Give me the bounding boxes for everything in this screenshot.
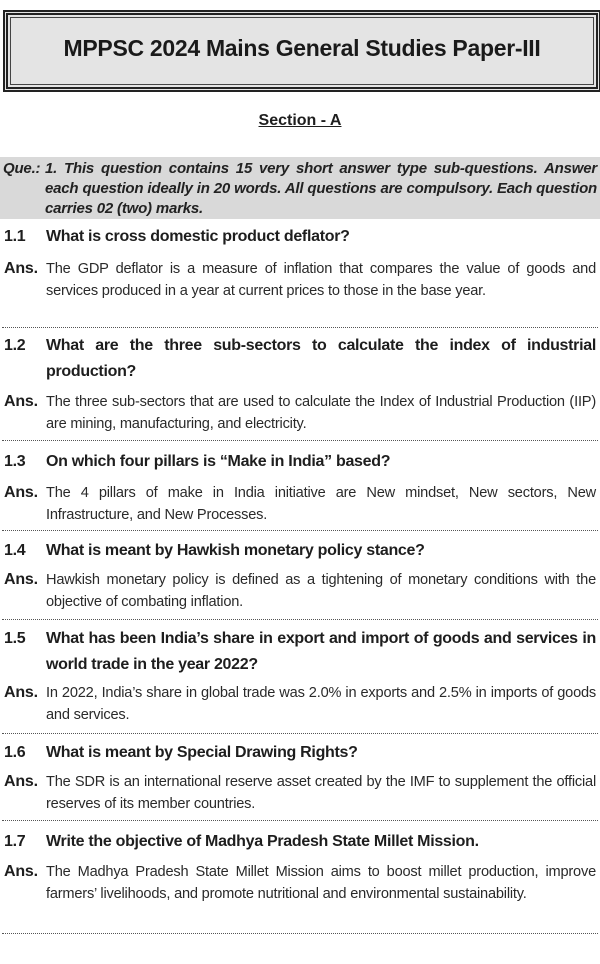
question-text: On which four pillars is “Make in India” based? [46,453,391,470]
dotted-divider [2,327,598,328]
dotted-divider [2,440,598,441]
answer-1-1 [4,258,596,302]
question-1-7 [4,829,596,855]
question-number: 1.1 [4,228,26,245]
question-1-1 [4,224,596,250]
question-1-6 [4,740,596,766]
question-text: Write the objective of Madhya Pradesh State Millet Mission. [46,833,479,850]
question-text: What is meant by Special Drawing Rights? [46,744,358,761]
dotted-divider [2,619,598,620]
answer-text: The GDP deflator is a measure of inflation that compares the value of goods and services produced in a year at current prices to those in the base year. [46,261,596,299]
answer-label: Ans. [4,484,38,501]
section-heading: Section - A [258,112,342,129]
title-box [3,10,600,92]
answer-text: Hawkish monetary policy is defined as a tightening of monetary conditions with the objective of combating inflation. [46,572,596,610]
answer-1-2 [4,391,596,435]
answer-label: Ans. [4,260,38,277]
question-text: What are the three sub-sectors to calculate the index of industrial production? [46,337,596,380]
question-number: 1.2 [4,337,26,354]
answer-text: The three sub-sectors that are used to calculate the Index of Industrial Production (IIP) are mining, manufacturing, and electricity. [46,394,596,432]
question-1-3 [4,449,596,475]
answer-text: The SDR is an international reserve asset created by the IMF to supplement the official reserves of its member countries. [46,774,596,812]
answer-label: Ans. [4,393,38,410]
question-number: 1.3 [4,453,26,470]
dotted-divider [2,933,598,934]
instruction-band [0,157,600,219]
question-number: 1.7 [4,833,26,850]
answer-label: Ans. [4,773,38,790]
answer-label: Ans. [4,863,38,880]
answer-1-3 [4,482,596,526]
answer-label: Ans. [4,684,38,701]
answer-text: The 4 pillars of make in India initiative are New mindset, New sectors, New Infrastructure, and New Processes. [46,485,596,523]
question-1-4 [4,538,596,564]
answer-label: Ans. [4,571,38,588]
answer-1-4 [4,569,596,613]
question-1-2 [4,333,596,385]
question-number: 1.4 [4,542,26,559]
answer-text: The Madhya Pradesh State Millet Mission aims to boost millet production, improve farmers’ livelihoods, and promote nutritional and environmental sustainability. [46,864,596,902]
instruction-label: Que.: [3,160,41,177]
question-text: What is cross domestic product deflator? [46,228,350,245]
question-text: What is meant by Hawkish monetary policy stance? [46,542,425,559]
answer-1-5 [4,682,596,726]
dotted-divider [2,530,598,531]
answer-text: In 2022, India’s share in global trade was 2.0% in exports and 2.5% in imports of goods and services. [46,685,596,723]
page-title: MPPSC 2024 Mains General Studies Paper-III [63,35,541,61]
dotted-divider [2,820,598,821]
question-text: What has been India’s share in export and import of goods and services in world trade in the year 2022? [46,630,596,673]
question-1-5 [4,626,596,678]
question-number: 1.6 [4,744,26,761]
answer-1-7 [4,861,596,905]
answer-1-6 [4,771,596,815]
instruction-text: 1. This question contains 15 very short answer type sub-questions. Answer each question ideally in 20 words. All questions are compulsory. Each question carries 02 (two) marks. [45,160,597,217]
question-number: 1.5 [4,630,26,647]
dotted-divider [2,733,598,734]
instruction-text-block [3,159,597,219]
